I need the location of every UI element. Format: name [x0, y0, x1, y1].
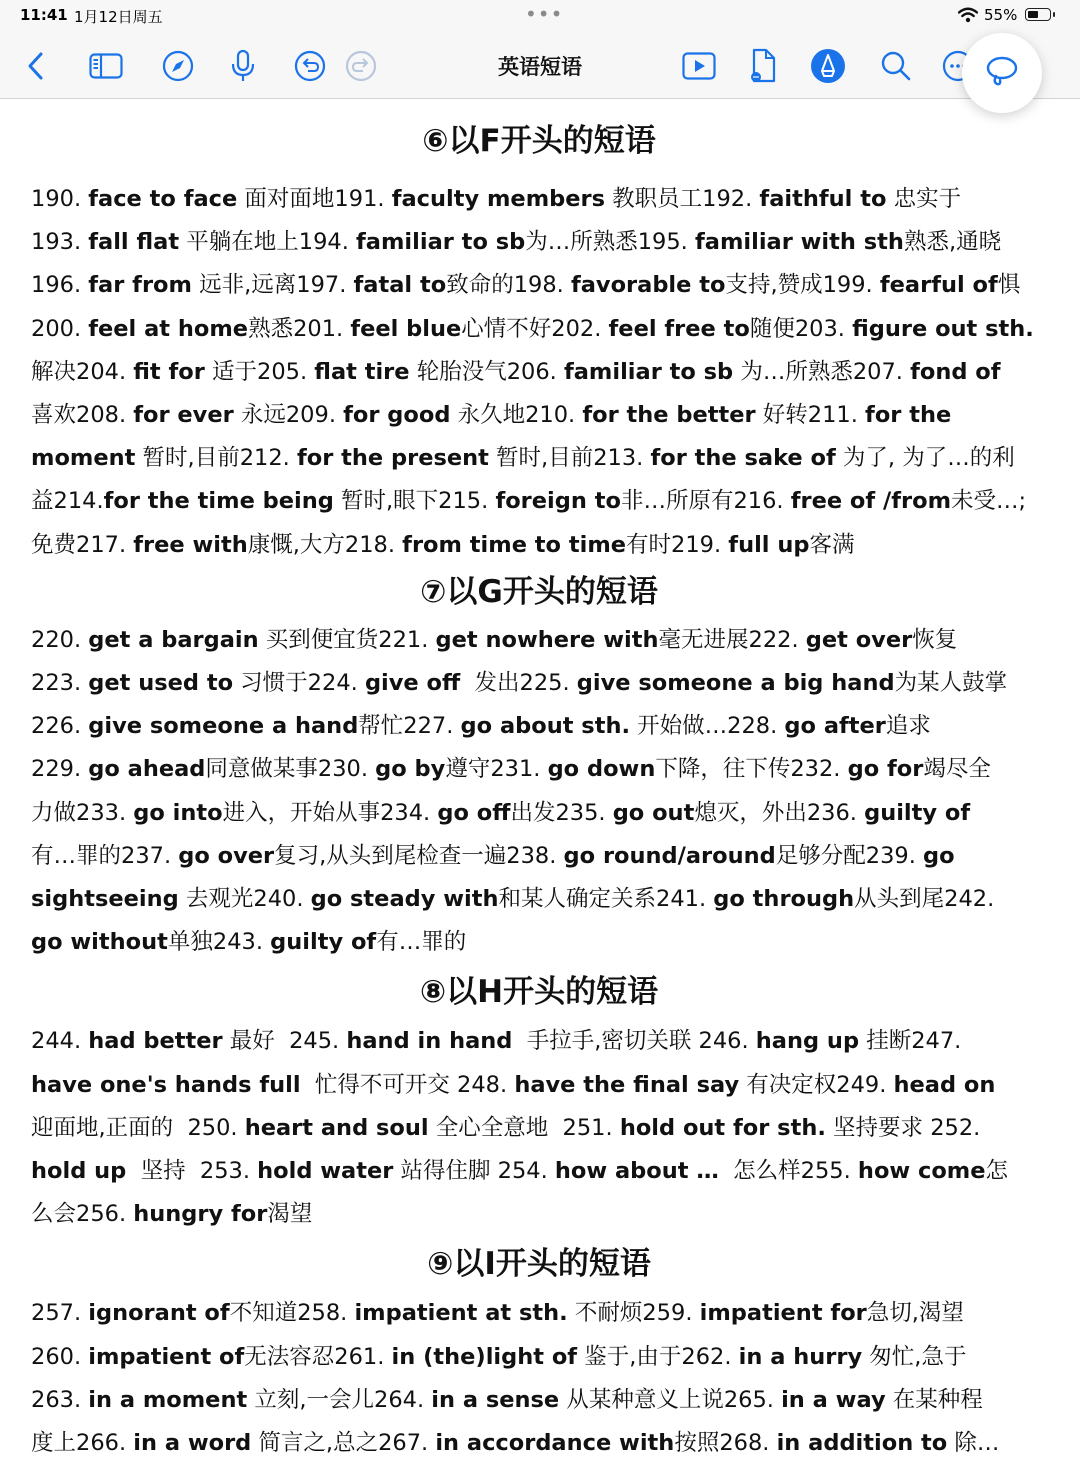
- search-icon[interactable]: [878, 48, 914, 84]
- phrase-line: 229. go ahead同意做某事230. go by遵守231. go down下降，往下传232. go for竭尽全: [31, 756, 991, 783]
- section: [31, 565, 1047, 965]
- phrase-line: hold up 坚持 253. hold water 站得住脚 254. how about … 怎么样255. how come怎: [31, 1158, 1009, 1185]
- lasso-select-button[interactable]: [962, 33, 1042, 113]
- phrase-line: 迎面地,正面的 250. heart and soul 全心全意地 251. hold out for sth. 坚持要求 252.: [31, 1114, 981, 1141]
- phrase-line: 益214.for the time being 暂时,眼下215. foreign to非…所原有216. free of /from未受…;: [31, 488, 1027, 515]
- phrase-line: 200. feel at home熟悉201. feel blue心情不好202. feel free to随便203. figure out sth.: [31, 315, 1034, 342]
- phrase-line: 226. give someone a hand帮忙227. go about sth. 开始做…228. go after追求: [31, 713, 931, 740]
- phrase-line: go without单独243. guilty of有…罪的: [31, 929, 467, 956]
- phrase-line: 257. ignorant of不知道258. impatient at sth. 不耐烦259. impatient for急切,渴望: [31, 1300, 964, 1327]
- phrase-line: 解决204. fit for 适于205. flat tire 轮胎没气206. familiar to sb 为…所熟悉207. fond of: [31, 358, 1001, 385]
- markup-pen-icon[interactable]: [810, 48, 846, 84]
- phrase-line: 度上266. in a word 简言之,总之267. in accordance with按照268. in addition to 除…: [31, 1430, 1000, 1457]
- document-page: [31, 104, 1047, 1465]
- section-heading: ⑦以G开头的短语: [420, 573, 658, 610]
- section-heading: ⑨以I开头的短语: [427, 1246, 651, 1283]
- phrase-line: moment 暂时,目前212. for the present 暂时,目前213. for the sake of 为了, 为了…的利: [31, 445, 1015, 472]
- battery-percentage: 55%: [984, 6, 1018, 24]
- section-heading: ⑧以H开头的短语: [419, 974, 659, 1011]
- status-date: 1月12日周五: [74, 8, 163, 26]
- phrase-line: 220. get a bargain 买到便宜货221. get nowhere with毫无进展222. get over恢复: [31, 626, 958, 653]
- section: [31, 1236, 1047, 1465]
- lasso-icon: [984, 54, 1020, 92]
- toolbar: [0, 32, 1080, 99]
- phrase-line: 力做233. go into进入，开始从事234. go off出发235. go out熄灭，外出236. guilty of: [31, 799, 971, 826]
- phrase-line: 263. in a moment 立刻,一会儿264. in a sense 从某种意义上说265. in a way 在某种程: [31, 1386, 983, 1413]
- multitasking-dots[interactable]: •••: [525, 2, 564, 26]
- phrase-paragraph: [31, 178, 1047, 567]
- present-play-icon[interactable]: [681, 48, 717, 84]
- section: [31, 104, 1047, 567]
- status-time: 11:41: [20, 6, 68, 24]
- document-title: 英语短语: [498, 55, 582, 79]
- phrase-line: 190. face to face 面对面地191. faculty members 教职员工192. faithful to 忠实于: [31, 186, 962, 212]
- phrase-paragraph: [31, 619, 1047, 965]
- back-chevron-icon[interactable]: [18, 48, 54, 84]
- phrase-line: have one's hands full 忙得不可开交 248. have the final say 有决定权249. head on: [31, 1071, 996, 1098]
- redo-icon: [343, 48, 379, 84]
- document-share-icon[interactable]: [745, 48, 781, 84]
- battery-icon: [1025, 8, 1051, 21]
- phrase-line: 223. get used to 习惯于224. give off 发出225. give someone a big hand为某人鼓掌: [31, 670, 1008, 697]
- phrase-line: 么会256. hungry for渴望: [31, 1201, 313, 1228]
- phrase-line: 260. impatient of无法容忍261. in (the)light of 鉴于,由于262. in a hurry 匆忙,急于: [31, 1343, 967, 1370]
- phrase-line: sightseeing 去观光240. go steady with和某人确定关系241. go through从头到尾242.: [31, 886, 995, 913]
- microphone-icon[interactable]: [225, 48, 261, 84]
- phrase-line: 有…罪的237. go over复习,从头到尾检查一遍238. go round/around足够分配239. go: [31, 842, 955, 869]
- phrase-line: 喜欢208. for ever 永远209. for good 永久地210. for the better 好转211. for the: [31, 402, 952, 429]
- phrase-paragraph: [31, 1292, 1047, 1465]
- phrase-line: 免费217. free with康慨,大方218. from time to time有时219. full up客满: [31, 531, 855, 558]
- sidebar-icon[interactable]: [88, 48, 124, 84]
- phrase-line: 244. had better 最好 245. hand in hand 手拉手,密切关联 246. hang up 挂断247.: [31, 1028, 962, 1055]
- compass-icon[interactable]: [160, 48, 196, 84]
- undo-icon[interactable]: [292, 48, 328, 84]
- wifi-icon: [958, 7, 978, 27]
- phrase-line: 193. fall flat 平躺在地上194. familiar to sb为…所熟悉195. familiar with sth熟悉,通晓: [31, 229, 1002, 256]
- phrase-paragraph: [31, 1020, 1047, 1236]
- phrase-line: 196. far from 远非,远离197. fatal to致命的198. favorable to支持,赞成199. fearful of惧: [31, 272, 1021, 299]
- section: [31, 964, 1047, 1236]
- section-heading: ⑥以F开头的短语: [422, 123, 656, 159]
- status-bar: [0, 0, 1080, 32]
